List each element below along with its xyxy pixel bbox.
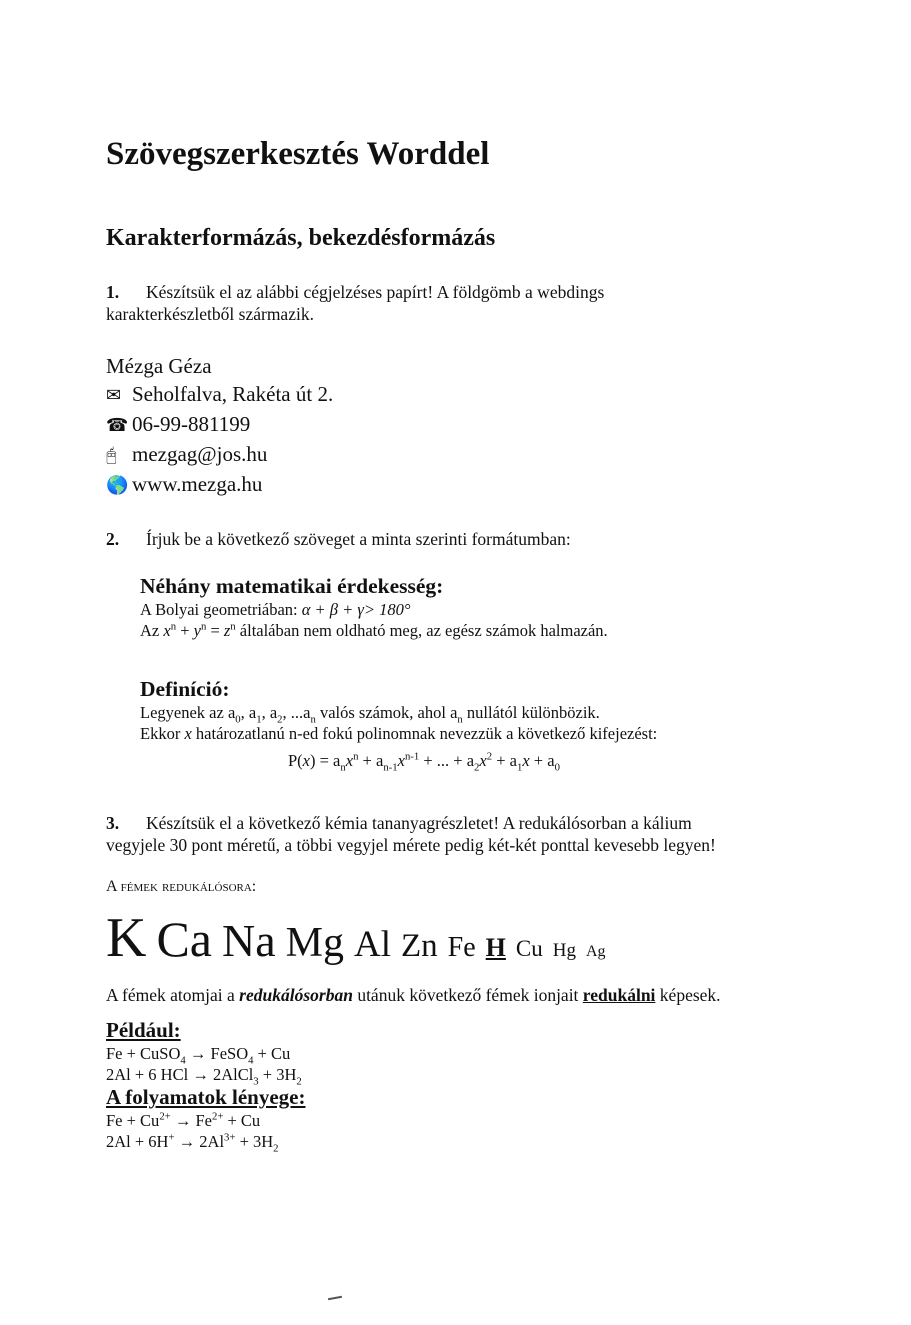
text: határozatlanú n-ed fokú polinomnak nevezzük a következő kifejezést:	[191, 724, 658, 743]
text: képesek.	[655, 985, 721, 1005]
metal-symbol: Cu	[515, 936, 543, 961]
reduction-series	[106, 906, 616, 970]
arrow-icon: →	[174, 1132, 200, 1151]
sup: 2+	[159, 1110, 171, 1123]
task-text: Készítsük el az alábbi cégjelzéses papírt! A földgömb a webdings	[146, 282, 605, 302]
text: , a	[240, 703, 257, 722]
var-z: z	[223, 621, 231, 640]
sub: 1	[516, 761, 523, 774]
contact-web-line	[106, 470, 333, 500]
sub: 0	[235, 713, 241, 726]
arrow-icon: →	[170, 1111, 196, 1130]
var-x: x	[397, 751, 405, 770]
task-text: Készítsük el a következő kémia tananyagrészletet! A redukálósorban a kálium	[146, 813, 692, 833]
text: 2Al + 6H	[106, 1132, 169, 1151]
text: + a	[358, 751, 384, 770]
var-x: x	[345, 751, 354, 770]
metal-symbol: Hg	[552, 940, 576, 961]
arrow-icon: →	[188, 1065, 213, 1084]
globe-icon: 🌎	[106, 475, 129, 496]
sup: 2	[486, 750, 493, 763]
var-x: x	[184, 724, 192, 743]
bolyai-formula: α + β + γ> 180°	[301, 600, 411, 619]
sub: 2	[273, 1142, 279, 1155]
sup: +	[168, 1131, 175, 1144]
contact-email-line	[106, 440, 333, 470]
text: Fe + Cu	[106, 1111, 160, 1130]
contact-phone-line	[106, 410, 333, 440]
contact-phone: 06-99-881199	[132, 412, 251, 436]
metal-symbol: Zn	[401, 928, 438, 964]
task-2	[106, 528, 571, 550]
bolyai-text: A Bolyai geometriában:	[140, 600, 302, 619]
series-explanation	[106, 984, 721, 1006]
text: + Cu	[223, 1111, 261, 1130]
text: általában nem oldható meg, az egész számok halmazán.	[235, 621, 608, 640]
metal-symbol: Ag	[585, 943, 606, 960]
text: FeSO	[210, 1044, 249, 1063]
contact-address-line	[106, 380, 333, 410]
text: , ...a	[282, 703, 311, 722]
text: 2Al	[199, 1132, 225, 1151]
sup: n	[353, 750, 359, 763]
envelope-icon: ✉	[106, 385, 122, 406]
text: Az	[140, 621, 164, 640]
series-label: A fémek redukálósora:	[106, 878, 257, 895]
scan-mark	[328, 1296, 342, 1300]
math-block	[140, 574, 608, 641]
section-title: Karakterformázás, bekezdésformázás	[106, 225, 496, 251]
emphasis-text: redukálósorban	[239, 985, 353, 1005]
contact-address: Seholfalva, Rakéta út 2.	[132, 382, 334, 406]
var-x: x	[302, 751, 310, 770]
text: ) = a	[310, 751, 341, 770]
exp: n	[230, 620, 236, 633]
metal-symbol: Mg	[285, 920, 344, 966]
contact-web: www.mezga.hu	[132, 472, 263, 496]
text: + 3H	[235, 1132, 274, 1151]
mouse-icon: 🖰	[106, 445, 117, 466]
essence-heading: A folyamatok lényege:	[106, 1085, 306, 1109]
text: 2Al + 6 HCl	[106, 1065, 189, 1084]
contact-name: Mézga Géza	[106, 354, 212, 378]
text: + a	[529, 751, 555, 770]
metal-symbol: Fe	[447, 932, 476, 963]
text: valós számok, ahol a	[315, 703, 458, 722]
sub: 4	[180, 1054, 186, 1067]
page-title: Szövegszerkesztés Worddel	[106, 136, 490, 172]
sub: n	[310, 713, 316, 726]
bolyai-line	[140, 599, 608, 620]
examples-heading: Például:	[106, 1018, 181, 1042]
equation	[106, 1131, 305, 1155]
letterhead	[106, 352, 333, 500]
task-text: karakterkészletből származik.	[106, 304, 314, 324]
exp: n	[200, 620, 207, 633]
math-heading: Néhány matematikai érdekesség:	[140, 574, 444, 598]
sub: 0	[554, 761, 560, 774]
examples-block	[106, 1018, 306, 1155]
text: utánuk következő fémek ionjait	[352, 985, 583, 1005]
definition-block	[140, 677, 657, 744]
op: +	[176, 621, 194, 640]
text: , a	[261, 703, 278, 722]
sub: 1	[256, 713, 262, 726]
emphasis-text: redukálni	[582, 985, 656, 1005]
metal-symbol: Ca	[156, 911, 212, 967]
text: Ekkor	[140, 724, 185, 743]
metal-symbol: K	[106, 907, 147, 969]
text: nullától különbözik.	[462, 703, 600, 722]
task-1	[106, 281, 604, 325]
sup: 2+	[211, 1110, 224, 1123]
text: P(	[288, 751, 303, 770]
polynomial-formula	[288, 750, 560, 774]
sub: n	[340, 761, 346, 774]
sub: 2	[277, 713, 283, 726]
metal-symbol-hydrogen: H	[485, 933, 506, 962]
task-text: vegyjele 30 pont méretű, a többi vegyjel mérete pedig két-két ponttal kevesebb legyen!	[106, 835, 716, 855]
telephone-icon: ☎	[106, 415, 129, 436]
sub: n	[457, 713, 463, 726]
contact-email: mezgag@jos.hu	[132, 442, 268, 466]
sup: 3+	[224, 1131, 236, 1144]
task-number: 1.	[106, 282, 120, 302]
equation	[106, 1064, 305, 1088]
text: Fe + CuSO	[106, 1044, 181, 1063]
task-3	[106, 812, 716, 856]
definition-heading: Definíció:	[140, 677, 230, 701]
text: + 3H	[258, 1065, 297, 1084]
sub: 4	[248, 1054, 254, 1067]
equation	[106, 1110, 305, 1131]
op: =	[206, 621, 224, 640]
task-text: Írjuk be a következő szöveget a minta szerinti formátumban:	[146, 529, 571, 549]
sup: n-1	[404, 750, 420, 763]
metal-symbol: Al	[354, 924, 391, 965]
sub: 3	[253, 1075, 259, 1088]
text: + a	[492, 751, 517, 770]
var-x: x	[479, 751, 487, 770]
var-y: y	[193, 621, 201, 640]
text: Fe	[195, 1111, 212, 1130]
var-x: x	[163, 621, 171, 640]
equation	[106, 1043, 305, 1067]
sub: 2	[474, 761, 480, 774]
text: Legyenek az a	[140, 703, 236, 722]
sub: n-1	[383, 761, 398, 774]
definition-line-2	[140, 723, 657, 744]
definition-line-1	[140, 702, 657, 726]
metal-symbol: Na	[222, 915, 276, 966]
var-x: x	[522, 751, 530, 770]
text: + Cu	[253, 1044, 291, 1063]
arrow-icon: →	[185, 1044, 211, 1063]
task-number: 2.	[106, 529, 120, 549]
exp: n	[170, 620, 177, 633]
fermat-line	[140, 620, 608, 641]
text: 2AlCl	[212, 1065, 254, 1084]
task-number: 3.	[106, 813, 120, 833]
sub: 2	[296, 1075, 302, 1088]
text: A fémek atomjai a	[106, 985, 240, 1005]
text: + ... + a	[419, 751, 475, 770]
